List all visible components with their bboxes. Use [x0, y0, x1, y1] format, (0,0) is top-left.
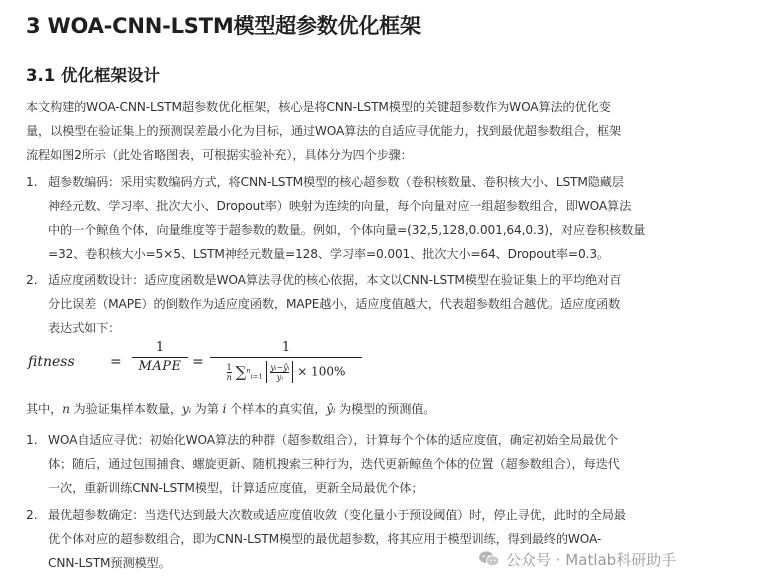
- fitness-formula: [28, 336, 348, 392]
- list-item-text: WOA自适应寻优：初始化WOA算法的种群（超参数组合），计算每个个体的适应度值，确定初始全局最优个 体；随后，通过包围捕食、螺旋更新、随机搜索三种行为，迭代更新鲸鱼个体的位置（超参数组合），每迭代 一次，重新训练CNN-LSTM模型，计算适应度值，更新全局最优个体；: [48, 433, 620, 495]
- formula-lhs: fitness: [28, 354, 75, 370]
- formula-equals: =: [192, 354, 204, 370]
- formula-equals: =: [110, 354, 122, 370]
- formula-fraction-mape: 1 MAPE: [132, 340, 188, 375]
- list-number: 1.: [26, 433, 38, 447]
- list-item-text: 适应度函数设计：适应度函数是WOA算法寻优的核心依据，本文以CNN-LSTM模型在验证集上的平均绝对百 分比误差（MAPE）的倒数作为适应度函数，MAPE越小，适应度值越大，代表超参数组合越优。适应度函数 表达式如下：: [48, 273, 622, 335]
- list-number: 2.: [26, 273, 38, 287]
- formula-denominator: $\frac{1}{n}$ $\sum^n_{i=1} \frac{\text{yᵢ−ŷᵢ}}{\text{yᵢ}}$ × 100%: [226, 362, 346, 383]
- list-number: 1.: [26, 175, 38, 189]
- wechat-icon: [478, 550, 500, 568]
- watermark: [472, 546, 682, 572]
- subsection-heading: 3.1 优化框架设计: [26, 66, 160, 85]
- list-item-text: 最优超参数确定：当迭代达到最大次数或适应度值收敛（变化量小于预设阈值）时，停止寻优，此时的全局最 优个体对应的超参数组合，即为CNN-LSTM模型的最优超参数，将其应用于模型训练，得到最终的WOA- CNN-LSTM预测模型。: [48, 508, 626, 570]
- watermark-text: 公众号 · Matlab科研助手: [506, 550, 677, 569]
- where-paragraph: 其中，n 为验证集样本数量，yᵢ 为第 i 个样本的真实值，ŷᵢ 为模型的预测值。: [26, 402, 436, 416]
- intro-paragraph: 本文构建的WOA-CNN-LSTM超参数优化框架，核心是将CNN-LSTM模型的关键超参数作为WOA算法的优化变 量，以模型在验证集上的预测误差最小化为目标，通过WOA算法的自适应寻优能力，找到最优超参数组合，框架 流程如图2所示（此处省略图表，可根据实验补充），具体分为四个步骤：: [26, 100, 622, 162]
- section-heading: 3 WOA-CNN-LSTM模型超参数优化框架: [26, 14, 421, 38]
- list-number: 2.: [26, 508, 38, 522]
- formula-fraction-expanded: 1 $\frac{1}{n}$ $\sum^n_{i=1} \frac{\text{yᵢ−ŷᵢ}}{\text{yᵢ}}$ × 100%: [210, 340, 362, 387]
- sum-symbol: ∑: [235, 363, 247, 382]
- list-item-text: 超参数编码：采用实数编码方式，将CNN-LSTM模型的核心超参数（卷积核数量、卷积核大小、LSTM隐藏层 神经元数、学习率、批次大小、Dropout率）映射为连续的向量，每个向量对应一组超参数组合，即WOA算法 中的一个鲸鱼个体，向量维度等于超参数的数量。例如，个体向量=(32,5,128,0.001,64,0.3)，对应卷积核数量 =32、卷积核大小=5×5、LSTM神经元数量=128、学习率=0.001、批次大小=64、Dropout率=0.3。: [48, 175, 646, 261]
